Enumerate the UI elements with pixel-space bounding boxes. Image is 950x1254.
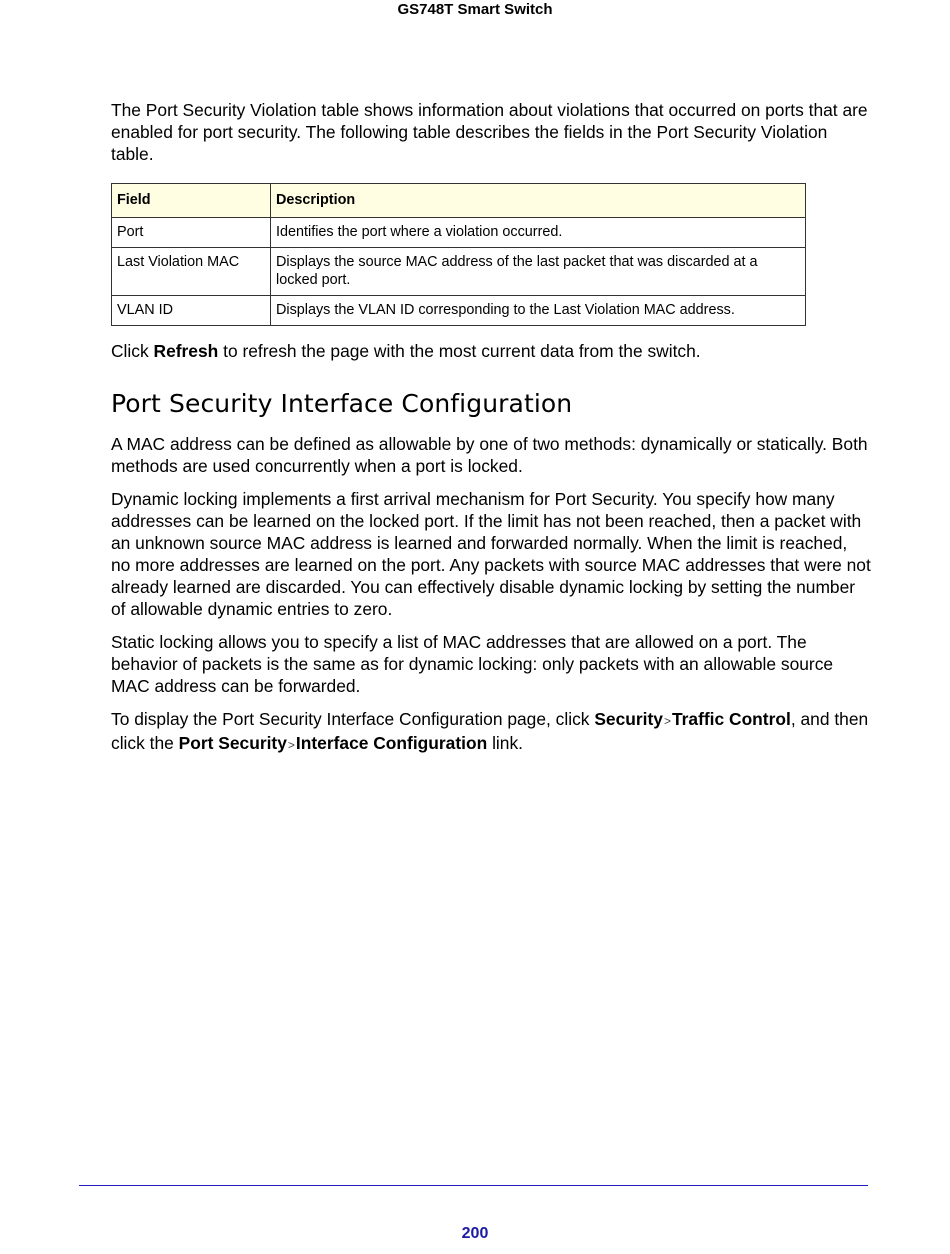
page-content xyxy=(111,99,871,767)
menu-security: Security xyxy=(594,709,663,729)
table-cell-description: Identifies the port where a violation occurred. xyxy=(271,218,806,248)
table-cell-field: Port xyxy=(112,218,271,248)
footer-rule xyxy=(79,1185,868,1186)
menu-interface-configuration: Interface Configuration xyxy=(295,733,488,753)
refresh-keyword: Refresh xyxy=(153,341,219,361)
page-number: 200 xyxy=(461,1225,489,1242)
section-paragraph: Dynamic locking implements a first arrival mechanism for Port Security. You specify how many addresses can be learned on the locked port. If the limit has not been reached, then a packet with an unknown source MAC address is learned and forwarded normally. When the limit is reached, no more addresses are learned on the port. Any packets with source MAC addresses that were not already learned are discarded. You can effectively disable dynamic locking by setting the number of allowable dynamic entries to zero. xyxy=(111,489,871,619)
menu-separator: > xyxy=(663,714,671,728)
table-row xyxy=(112,218,806,248)
refresh-note xyxy=(111,340,871,362)
section-paragraph: Static locking allows you to specify a list of MAC addresses that are allowed on a port. The behavior of packets is the same as for dynamic locking: only packets with an allowable source MAC address can be forwarded. xyxy=(111,632,834,696)
running-header: GS748T Smart Switch xyxy=(397,1,553,18)
table-cell-description: Displays the VLAN ID corresponding to the Last Violation MAC address. xyxy=(271,296,806,326)
table-cell-description: Displays the source MAC address of the last packet that was discarded at a locked port. xyxy=(271,248,806,296)
refresh-note-prefix: Click xyxy=(111,341,154,361)
table-row xyxy=(112,296,806,326)
table-header-field: Field xyxy=(112,184,271,218)
nav-text-part2: , and then click the xyxy=(111,709,869,753)
nav-text-part3: link. xyxy=(487,733,523,753)
table-row xyxy=(112,248,806,296)
menu-traffic-control: Traffic Control xyxy=(671,709,791,729)
navigation-instruction xyxy=(111,708,871,756)
violation-fields-table xyxy=(111,183,806,326)
table-header-row xyxy=(112,184,806,218)
table-cell-field: VLAN ID xyxy=(112,296,271,326)
intro-paragraph: The Port Security Violation table shows information about violations that occurred on ports that are enabled for port security. The following table describes the fields in the Port Security Violation table. xyxy=(111,100,868,164)
table-cell-field: Last Violation MAC xyxy=(112,248,271,296)
nav-text-part1: To display the Port Security Interface Configuration page, click xyxy=(111,709,595,729)
menu-separator: > xyxy=(287,738,295,752)
section-paragraph: A MAC address can be defined as allowable by one of two methods: dynamically or statically. Both methods are used concurrently when a port is locked. xyxy=(111,434,868,476)
section-heading: Port Security Interface Configuration xyxy=(111,389,573,418)
table-header-description: Description xyxy=(271,184,806,218)
menu-port-security: Port Security xyxy=(178,733,287,753)
refresh-note-suffix: to refresh the page with the most current data from the switch. xyxy=(218,341,701,361)
